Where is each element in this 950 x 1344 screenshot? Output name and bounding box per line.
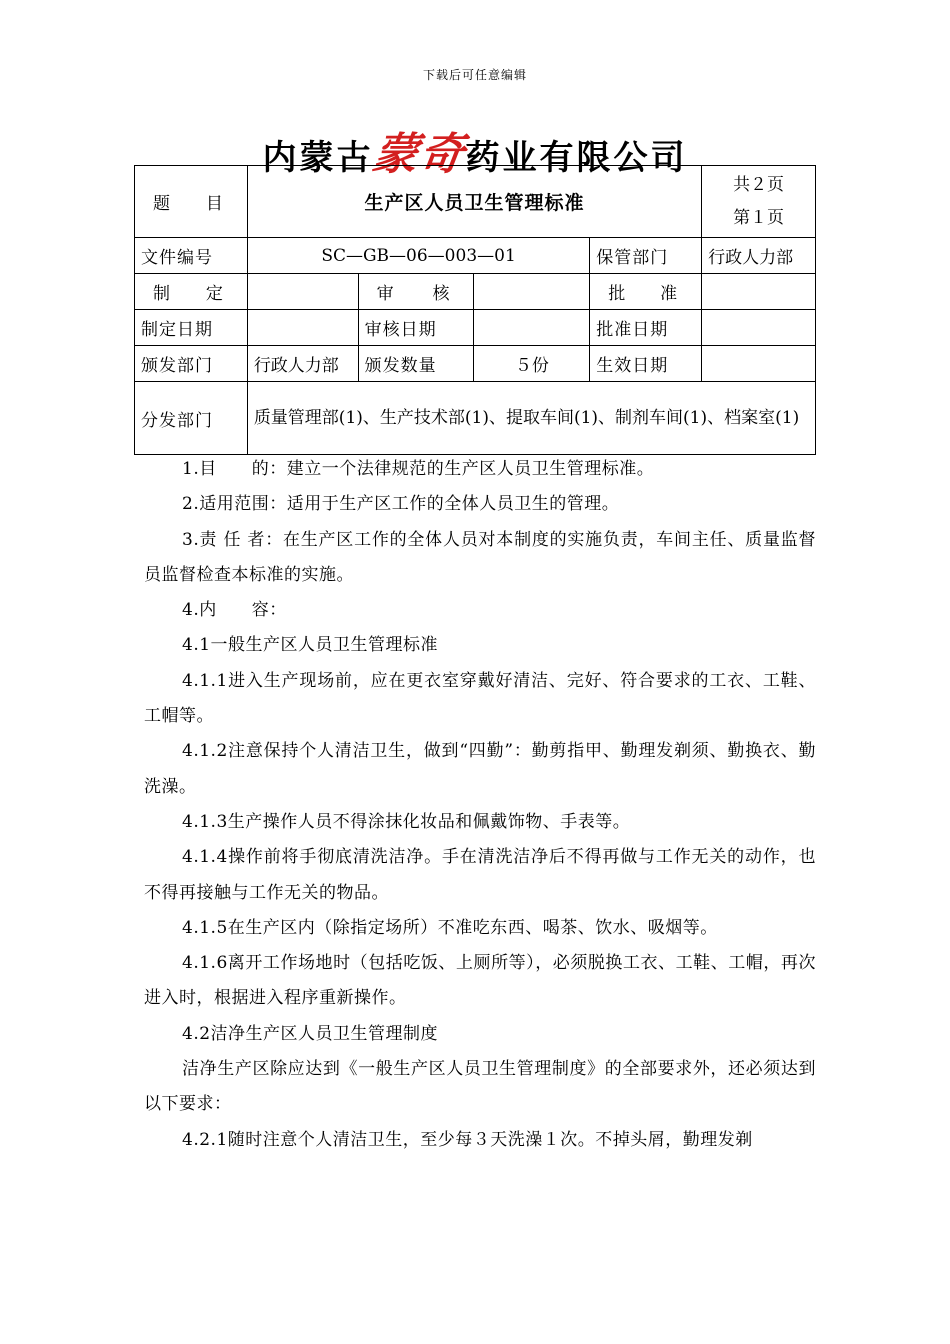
document-header-table: [134, 165, 816, 455]
review-value: [474, 274, 590, 310]
doc-no-label: 文件编号: [135, 238, 248, 274]
made-label: 制 定: [135, 274, 248, 310]
paragraph: 4.1.6离开工作场地时（包括吃饭、上厕所等），必须脱换工衣、工鞋、工帽，再次进入时，根据进入程序重新操作。: [144, 953, 816, 1009]
custody-value: 行政人力部: [702, 238, 816, 274]
section-heading: 4.1一般生产区人员卫生管理标准: [182, 635, 439, 656]
effective-date-label: 生效日期: [590, 346, 702, 382]
paragraph: 4.1.1进入生产现场前，应在更衣室穿戴好清洁、完好、符合要求的工衣、工鞋、工帽等。: [144, 670, 816, 727]
custody-label: 保管部门: [590, 238, 702, 274]
issue-qty-label: 颁发数量: [358, 346, 474, 382]
paragraph: 2.适用范围：适用于生产区工作的全体人员卫生的管理。: [182, 494, 620, 515]
paragraph: 4.2.1随时注意个人清洁卫生，至少每３天洗澡１次。不掉头屑，勤理发剃: [182, 1129, 753, 1150]
paragraph: 4.1.4操作前将手彻底清洗洁净。手在清洗洁净后不得再做与工作无关的动作，也不得再接触与工作无关的物品。: [144, 847, 816, 903]
approve-date-label: 批准日期: [590, 310, 702, 346]
brand-logo: 蒙奇: [369, 129, 469, 180]
paragraph: 4.1.5在生产区内（除指定场所）不准吃东西、喝茶、饮水、吸烟等。: [182, 917, 718, 938]
download-note: 下载后可任意编辑: [422, 68, 527, 82]
review-date-value: [474, 310, 590, 346]
document-body: [144, 452, 816, 1158]
approve-label: 批 准: [590, 274, 702, 310]
section-heading: 4.2洁净生产区人员卫生管理制度: [182, 1023, 439, 1044]
title-label: 题 目: [135, 166, 248, 238]
review-label: 审 核: [358, 274, 474, 310]
paragraph: 1.目 的：建立一个法律规范的生产区人员卫生管理标准。: [182, 459, 655, 479]
paragraph: 4.1.2注意保持个人清洁卫生，做到“四勤”：勤剪指甲、勤理发剃须、勤换衣、勤洗澡。: [144, 741, 816, 797]
made-value: [247, 274, 358, 310]
company-prefix: 内蒙古: [262, 138, 374, 178]
made-date-value: [247, 310, 358, 346]
distribute-value: 质量管理部(1)、生产技术部(1)、提取车间(1)、制剂车间(1)、档案室(1): [247, 382, 815, 455]
paragraph: 3.责 任 者：在生产区工作的全体人员对本制度的实施负责，车间主任、质量监督员监督检查本标准的实施。: [144, 529, 816, 585]
total-pages: 共２页: [733, 174, 785, 195]
approve-value: [702, 274, 816, 310]
made-date-label: 制定日期: [135, 310, 248, 346]
paragraph: 4.1.3生产操作人员不得涂抹化妆品和佩戴饰物、手表等。: [182, 811, 631, 832]
distribute-label: 分发部门: [135, 382, 248, 455]
review-date-label: 审核日期: [358, 310, 474, 346]
company-suffix: 药业有限公司: [465, 138, 688, 178]
page-number: 第１页: [733, 207, 785, 228]
effective-date-value: [702, 346, 816, 382]
page-info: [702, 166, 816, 238]
paragraph: 洁净生产区除应达到《一般生产区人员卫生管理制度》的全部要求外，还必须达到以下要求：: [144, 1059, 816, 1115]
issue-qty-value: ５份: [474, 346, 590, 382]
issue-dept-label: 颁发部门: [135, 346, 248, 382]
issue-dept-value: 行政人力部: [247, 346, 358, 382]
paragraph: 4.内 容：: [182, 600, 287, 621]
approve-date-value: [702, 310, 816, 346]
document-title: 生产区人员卫生管理标准: [247, 166, 701, 238]
doc-no-value: SC—GB—06—003—01: [247, 238, 589, 274]
